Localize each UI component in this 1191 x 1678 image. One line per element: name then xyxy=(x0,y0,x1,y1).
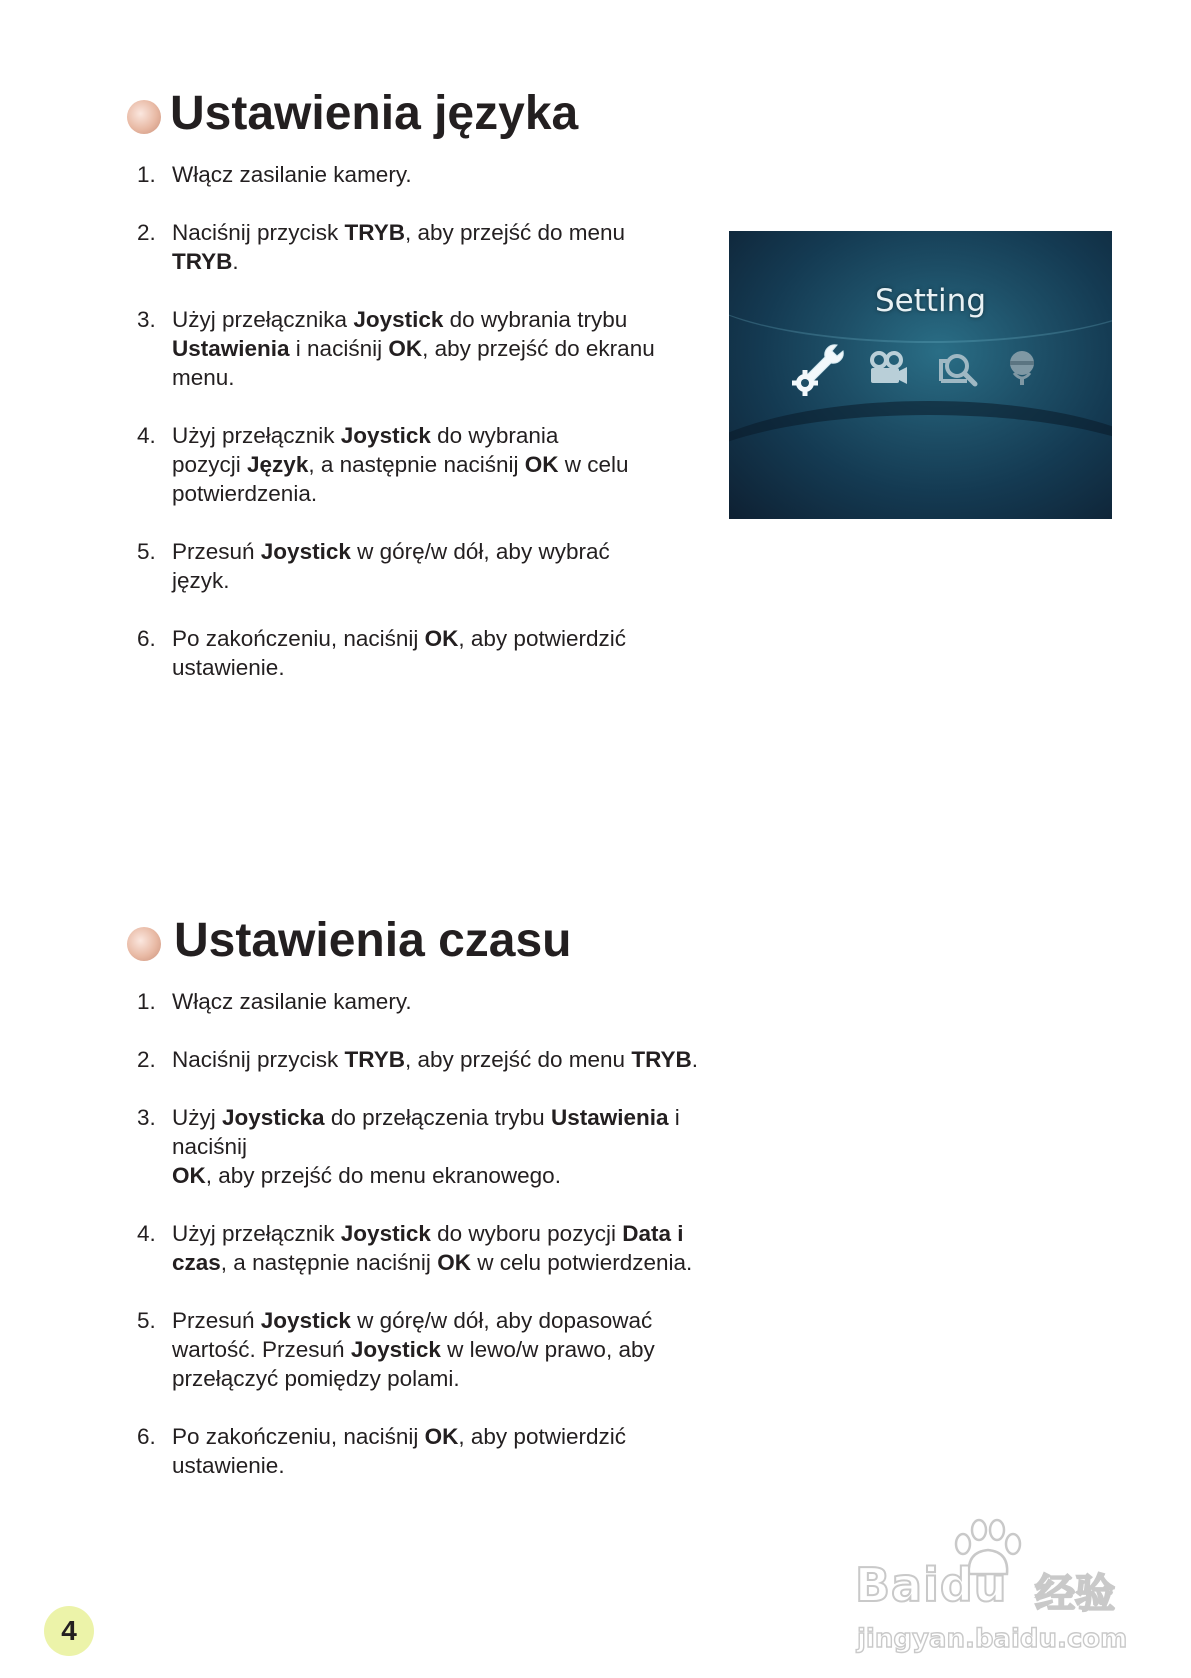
step-item xyxy=(137,987,792,1016)
step-number: 2. xyxy=(137,1047,156,1072)
step-item xyxy=(137,1045,792,1074)
watermark-url: jingyan.baidu.com xyxy=(857,1624,1128,1654)
step-text: Po zakończeniu, naciśnij OK, aby potwierdzić ustawienie. xyxy=(172,626,626,680)
step-item xyxy=(137,1422,792,1480)
watermark-chinese: 经验 xyxy=(1035,1571,1115,1617)
step-number: 6. xyxy=(137,626,156,651)
watermark-logo-text: Baidu xyxy=(855,1558,1008,1612)
playback-search-icon xyxy=(937,351,981,392)
step-text: Użyj przełącznika Joystick do wybrania trybu Ustawienia i naciśnij OK, aby przejść do ekranu menu. xyxy=(172,307,655,390)
time-steps-list xyxy=(137,987,792,1509)
wrench-gear-icon xyxy=(789,339,851,404)
step-item xyxy=(137,421,732,508)
step-number: 4. xyxy=(137,1221,156,1246)
page-number: 4 xyxy=(44,1606,94,1656)
microphone-icon xyxy=(1004,349,1040,394)
step-number: 5. xyxy=(137,539,156,564)
section-title-time: Ustawienia czasu xyxy=(174,914,572,967)
section-bullet xyxy=(127,927,161,961)
section-bullet xyxy=(127,100,161,134)
movie-camera-icon xyxy=(867,351,909,392)
step-number: 2. xyxy=(137,220,156,245)
step-item xyxy=(137,537,732,595)
camera-menu-screenshot xyxy=(729,231,1112,519)
step-number: 5. xyxy=(137,1308,156,1333)
baidu-watermark xyxy=(855,1518,1135,1658)
step-item xyxy=(137,160,732,189)
step-number: 3. xyxy=(137,1105,156,1130)
step-text: Naciśnij przycisk TRYB, aby przejść do menu TRYB. xyxy=(172,220,626,274)
step-text: Po zakończeniu, naciśnij OK, aby potwierdzić ustawienie. xyxy=(172,1424,626,1478)
section-title-language: Ustawienia języka xyxy=(170,87,579,140)
step-text: Użyj przełącznik Joystick do wyboru pozycji Data i czas, a następnie naciśnij OK w celu potwierdzenia. xyxy=(172,1221,693,1275)
step-number: 4. xyxy=(137,423,156,448)
step-text: Włącz zasilanie kamery. xyxy=(172,989,412,1014)
step-item xyxy=(137,218,732,276)
step-number: 1. xyxy=(137,162,156,187)
step-item xyxy=(137,624,732,682)
step-text: Użyj przełącznik Joystick do wybrania pozycji Język, a następnie naciśnij OK w celu potwierdzenia. xyxy=(172,423,629,506)
step-item xyxy=(137,1219,792,1277)
step-text: Naciśnij przycisk TRYB, aby przejść do menu TRYB. xyxy=(172,1047,699,1072)
language-steps-list xyxy=(137,160,732,711)
step-item xyxy=(137,1306,792,1393)
step-text: Przesuń Joystick w górę/w dół, aby dopasować wartość. Przesuń Joystick w lewo/w prawo, aby przełączyć pomiędzy polami. xyxy=(172,1308,655,1391)
step-number: 6. xyxy=(137,1424,156,1449)
camera-screen-title: Setting xyxy=(875,283,986,319)
step-text: Włącz zasilanie kamery. xyxy=(172,162,412,187)
step-number: 1. xyxy=(137,989,156,1014)
step-text: Przesuń Joystick w górę/w dół, aby wybrać język. xyxy=(172,539,610,593)
step-text: Użyj Joysticka do przełączenia trybu Ustawienia i naciśnij OK, aby przejść do menu ekranowego. xyxy=(172,1105,680,1188)
step-number: 3. xyxy=(137,307,156,332)
step-item xyxy=(137,1103,792,1190)
step-item xyxy=(137,305,732,392)
